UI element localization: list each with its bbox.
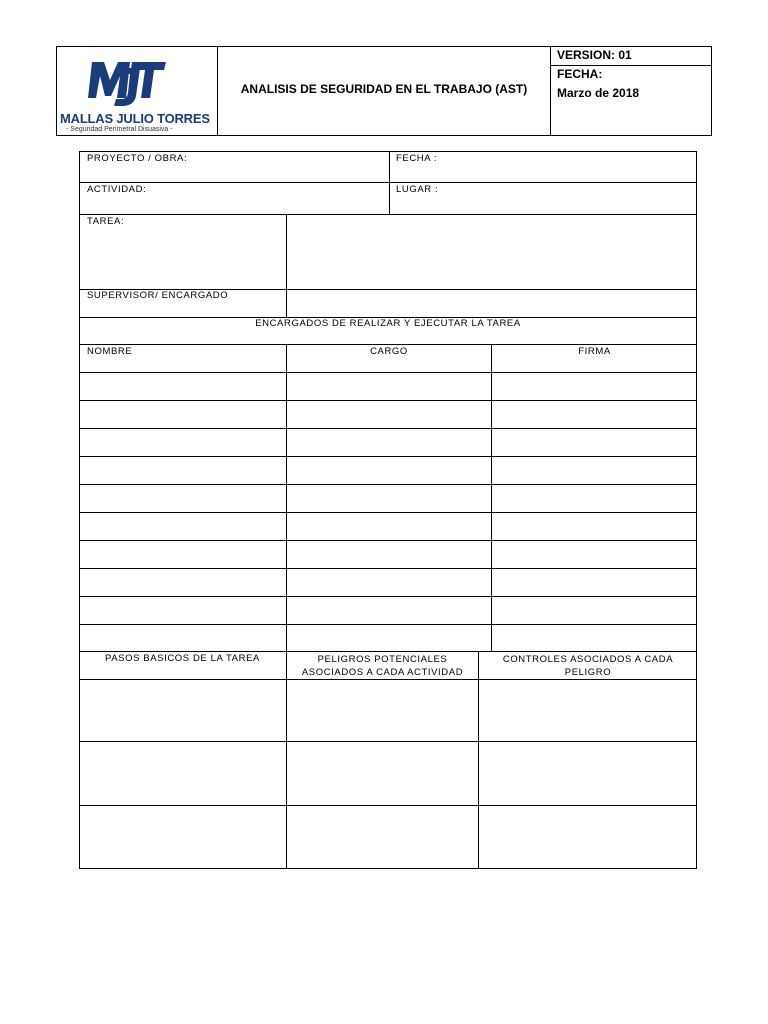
- version-label: VERSION: 01: [557, 48, 632, 62]
- form-row-line: [79, 372, 697, 373]
- form-col-line: [491, 344, 492, 651]
- form-row-line: [79, 484, 697, 485]
- form-row-line: [79, 182, 697, 183]
- form-row-line: [79, 741, 697, 742]
- header-divider: [550, 46, 551, 136]
- form-row-line: [79, 512, 697, 513]
- column-header-pasos: PASOS BASICOS DE LA TAREA: [105, 653, 260, 664]
- form-col-line: [478, 651, 479, 869]
- form-row-line: [79, 456, 697, 457]
- lugar-label: LUGAR :: [396, 184, 439, 195]
- column-header-nombre: NOMBRE: [87, 346, 133, 357]
- form-row-line: [79, 214, 697, 215]
- fecha-label: FECHA :: [396, 153, 438, 164]
- form-row-line: [79, 805, 697, 806]
- form-row-line: [79, 624, 697, 625]
- form-col-line: [389, 151, 390, 214]
- proyecto-label: PROYECTO / OBRA:: [87, 153, 188, 164]
- form-col-line: [286, 214, 287, 317]
- column-header-controles: CONTROLES ASOCIADOS A CADA PELIGRO: [502, 654, 674, 678]
- form-row-line: [79, 400, 697, 401]
- supervisor-label: SUPERVISOR/ ENCARGADO: [87, 290, 229, 301]
- form-row-line: [79, 596, 697, 597]
- column-header-peligros: PELIGROS POTENCIALES ASOCIADOS A CADA ACTIVIDAD: [301, 654, 464, 678]
- header-fecha-value: Marzo de 2018: [557, 86, 640, 100]
- header-divider: [550, 65, 712, 66]
- company-name: MALLAS JULIO TORRES: [60, 111, 210, 126]
- form-col-line: [286, 344, 287, 869]
- ast-form: [79, 151, 697, 869]
- document-title: ANALISIS DE SEGURIDAD EN EL TRABAJO (AST): [240, 82, 528, 96]
- column-header-firma: FIRMA: [578, 346, 611, 357]
- tarea-label: TAREA:: [87, 216, 125, 227]
- form-row-line: [79, 428, 697, 429]
- form-row-line: [79, 344, 697, 345]
- form-row-line: [79, 651, 697, 652]
- column-header-cargo: CARGO: [370, 346, 408, 357]
- form-row-line: [79, 679, 697, 680]
- company-logo: [58, 50, 216, 134]
- encargados-heading: ENCARGADOS DE REALIZAR Y EJECUTAR LA TAREA: [255, 318, 521, 329]
- actividad-label: ACTIVIDAD:: [87, 184, 147, 195]
- form-row-line: [79, 540, 697, 541]
- form-row-line: [79, 568, 697, 569]
- header-fecha-label: FECHA:: [557, 67, 603, 81]
- company-tagline: - Seguridad Perimetral Disuasiva -: [66, 126, 173, 133]
